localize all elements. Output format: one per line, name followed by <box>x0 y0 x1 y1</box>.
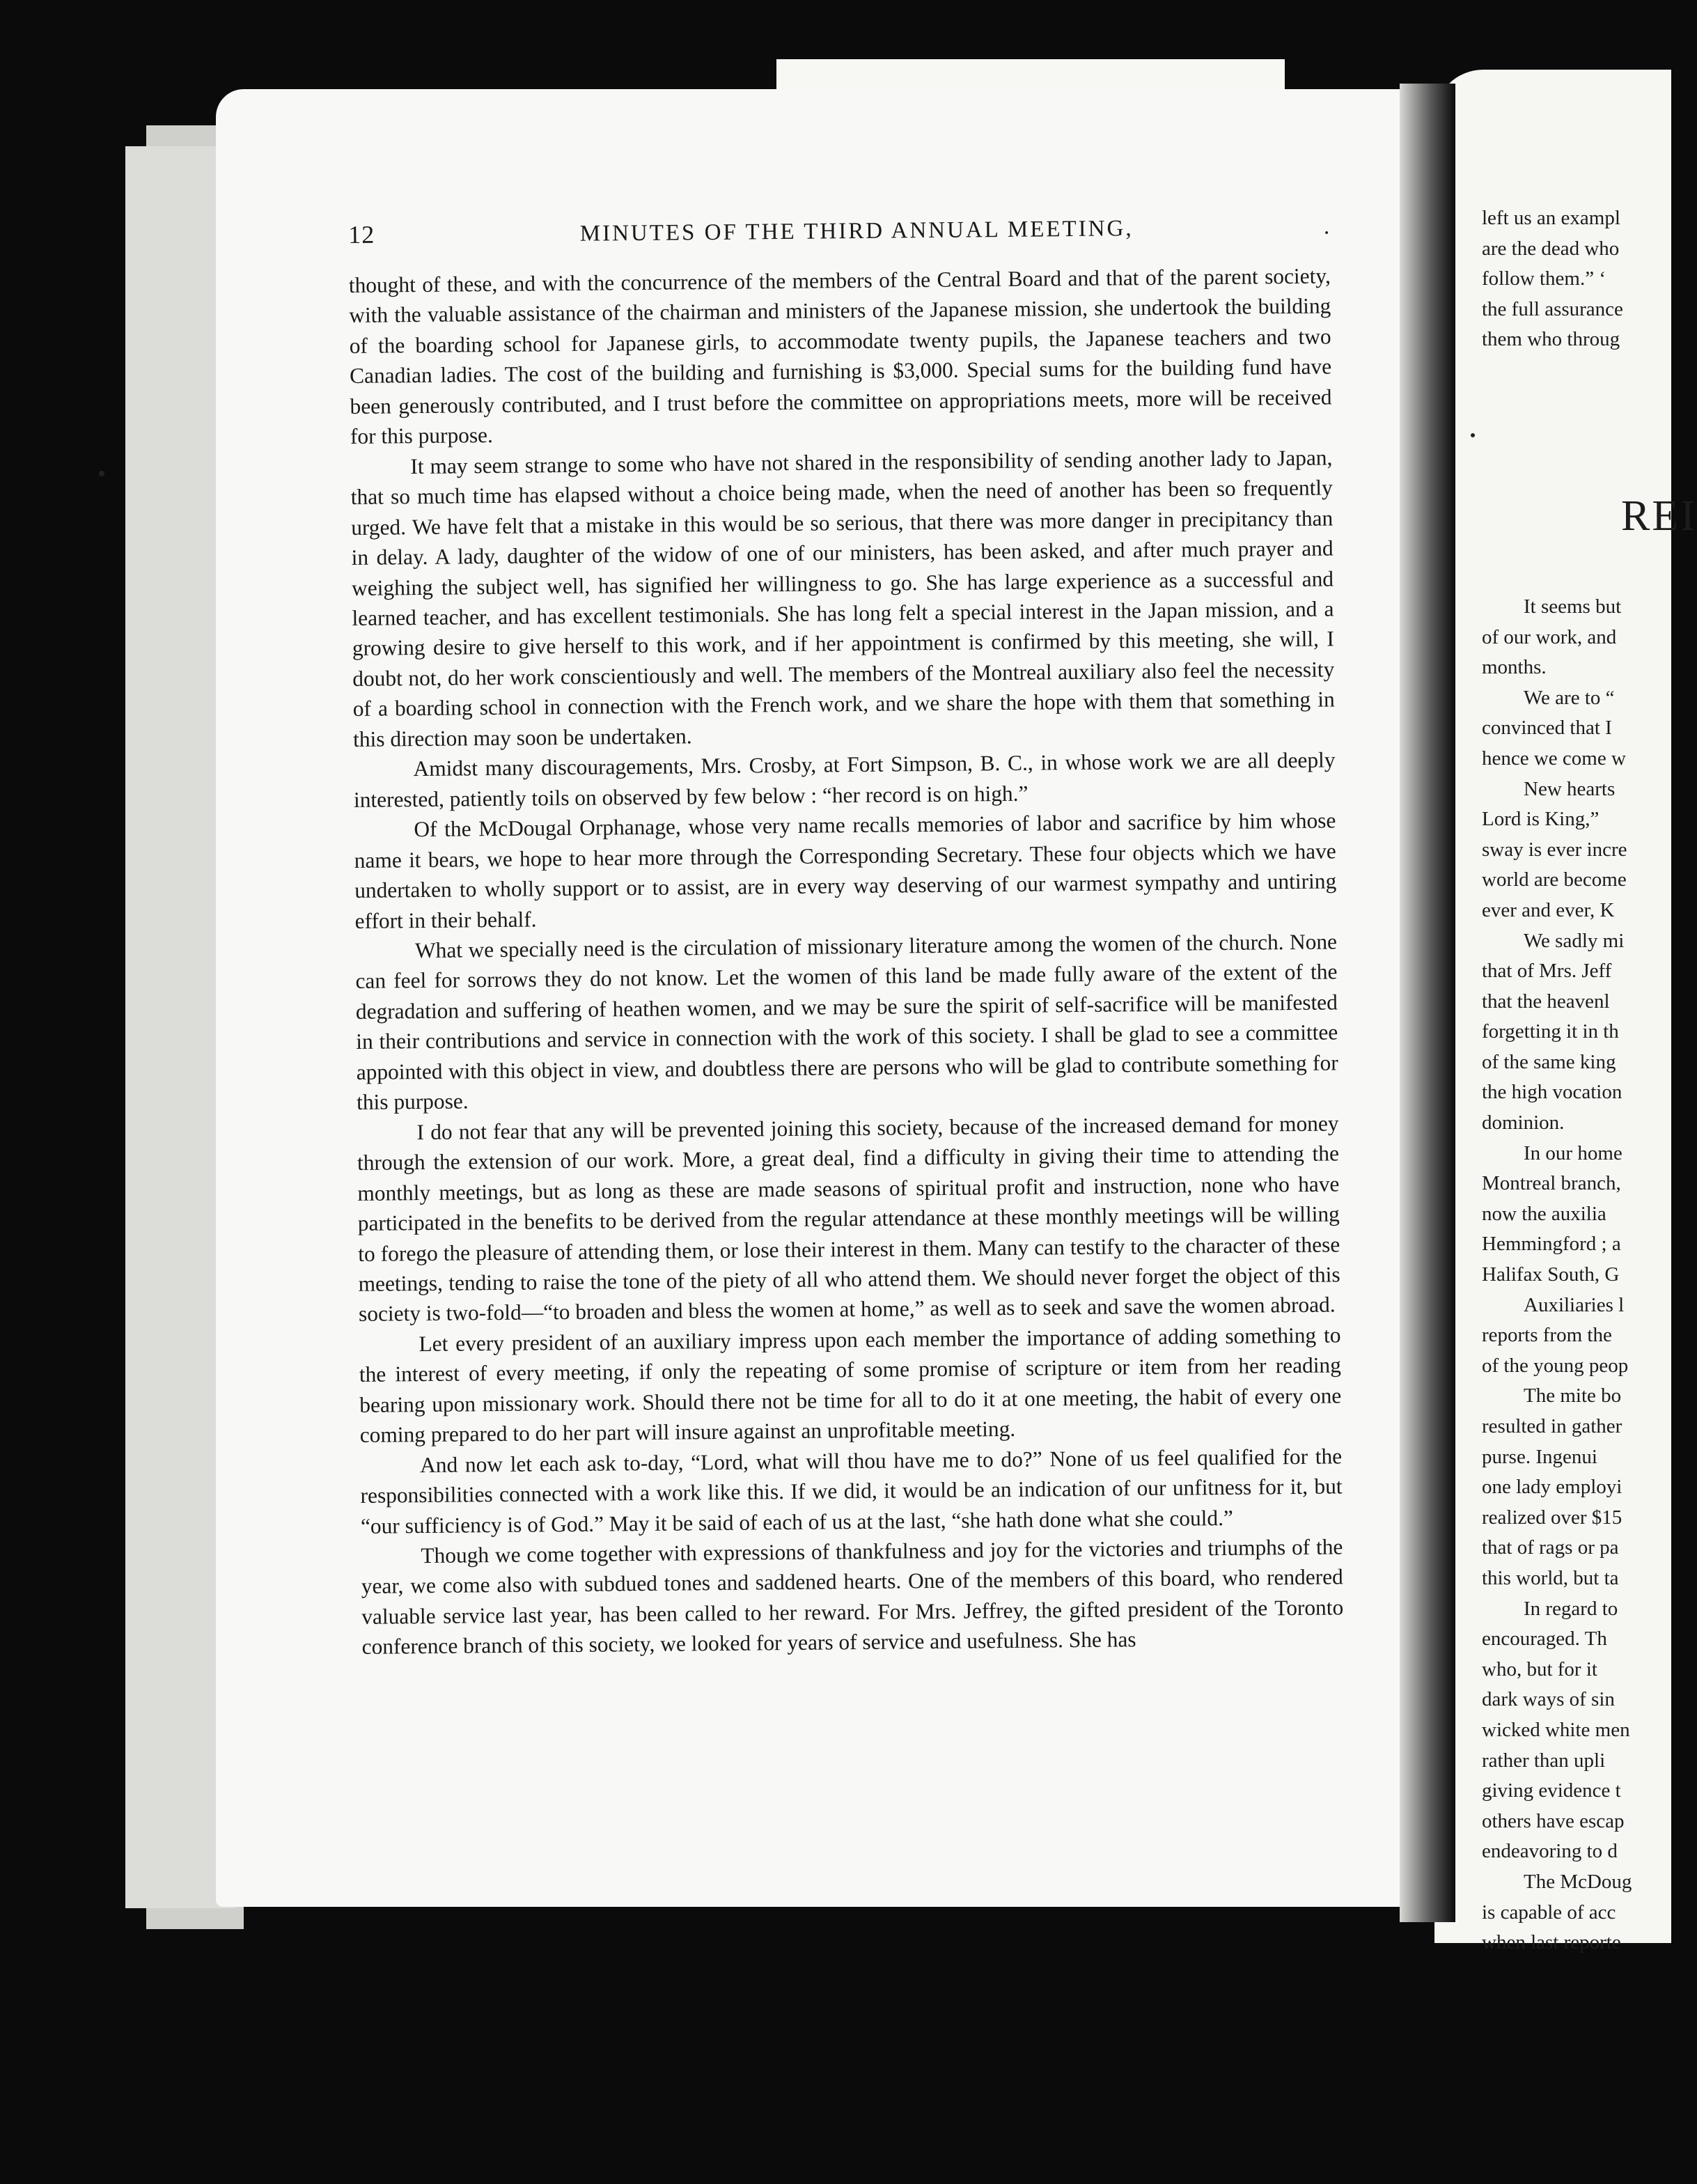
body-text <box>349 260 1344 1662</box>
right-page-heading: REI <box>1621 492 1697 540</box>
right-page-line: that the heavenl <box>1482 990 1610 1013</box>
right-page-line: when last reporte <box>1482 1931 1621 1954</box>
paragraph: thought of these, and with the concurrence of the members of the Central Board and that of the parent society, with the valuable assistance of the chairman and ministers of the Japanese mission, she undertook the building of the boarding school for Japanese girls, to accommodate twenty pupils, the Japanese teachers and two Canadian ladies. The cost of the building and furnishing is $3,000. Special sums for the building fund have been generously contributed, and I trust before the committee on appropriations meets, more will be received for this purpose. <box>348 263 1332 449</box>
right-page-line: ever and ever, K <box>1482 898 1615 921</box>
right-page-line: them who throug <box>1482 328 1620 351</box>
right-page-line: world are become <box>1482 868 1627 891</box>
right-page-line: others have escap <box>1482 1809 1625 1832</box>
right-page-line: that of rags or pa <box>1482 1536 1619 1559</box>
paragraph: I do not fear that any will be prevented joining this society, because of the increased demand for money through the extension of our work. More, a great deal, find a difficulty in giving their time to attending the monthly meetings, but as long as these are made seasons of spiritual profit and instruction, none who have participated in the benefits to be derived from the regular attendance at these monthly meetings will be willing to forego the pleasure of attending them, or lose their interest in them. Many can testify to the character of these meetings, tending to raise the tone of the piety of all who attend them. We should never forget the object of this society is two-fold—“to broaden and bless the women at home,” as well as to seek and save the women abroad. <box>357 1111 1340 1327</box>
right-page-line: that of Mrs. Jeff <box>1482 960 1612 983</box>
right-page-line: Lord is King,” <box>1482 808 1600 831</box>
left-page-text <box>348 210 1344 1662</box>
right-page-line: It seems but <box>1524 595 1622 618</box>
right-page-line: endeavoring to d <box>1482 1840 1618 1863</box>
right-page-text <box>1482 203 1691 1958</box>
paragraph: Though we come together with expressions of thankfulness and joy for the victories and triumphs of the year, we come also with subdued tones and saddened hearts. One of the members of this board, who rendered valuable service last year, has been called to her reward. For Mrs. Jeffrey, the gifted president of the Toronto conference branch of this society, we looked for years of service and usefulness. She has <box>361 1534 1344 1660</box>
right-page-line: of our work, and <box>1482 625 1617 648</box>
right-page-line: of the young peop <box>1482 1354 1629 1377</box>
right-page-line: hence we come w <box>1482 747 1626 770</box>
right-page-line: Halifax South, G <box>1482 1263 1620 1286</box>
right-page-line: one lady employi <box>1482 1476 1622 1499</box>
right-page-line: sway is ever incre <box>1482 838 1627 861</box>
paragraph: And now let each ask to-day, “Lord, what will thou have me to do?” None of us feel qualified for the responsibilities connected with a work like this. If we did, it would be an indication of our unfitness for it, but “our sufficiency is of God.” May it be said of each of us at the last, “she hath done what she could.” <box>360 1444 1343 1538</box>
right-page-line: the high vocation <box>1482 1081 1622 1104</box>
right-page-line: convinced that I <box>1482 717 1612 740</box>
right-page-line: rather than upli <box>1482 1749 1606 1772</box>
right-page-line: giving evidence t <box>1482 1779 1621 1802</box>
right-page-line: Hemmingford ; a <box>1482 1233 1621 1256</box>
right-page-line: left us an exampl <box>1482 207 1620 229</box>
right-page-line: forgetting it in th <box>1482 1020 1619 1043</box>
right-page-line: who, but for it <box>1482 1658 1597 1680</box>
scan-speck <box>99 471 104 476</box>
right-page-line: In regard to <box>1524 1597 1618 1620</box>
right-page-line: Auxiliaries l <box>1524 1293 1625 1316</box>
right-page-line: Montreal branch, <box>1482 1172 1621 1195</box>
right-page-body-lines <box>1482 592 1691 1958</box>
right-page-line: wicked white men <box>1482 1718 1630 1741</box>
right-page-line: months. <box>1482 656 1547 679</box>
right-page-line: dark ways of sin <box>1482 1688 1615 1711</box>
right-page-line: The mite bo <box>1524 1384 1622 1407</box>
right-page-line: follow them.” ‘ <box>1482 267 1606 290</box>
right-page-top-lines <box>1482 203 1691 355</box>
paragraph: Let every president of an auxiliary impress upon each member the importance of adding something to the interest of every meeting, if only the repeating of some promise of scripture or item from her reading bearing upon missionary work. Should there not be time for all to do it at one meeting, the habit of every one coming prepared to do her part will insure against an unprofitable meeting. <box>359 1323 1342 1448</box>
right-page-line: this world, but ta <box>1482 1566 1619 1589</box>
running-head-mark: . <box>1323 214 1331 240</box>
right-page-line: realized over $15 <box>1482 1506 1622 1529</box>
right-page-line: We are to “ <box>1524 686 1615 709</box>
right-page-line: The McDoug <box>1524 1870 1632 1893</box>
right-page-line: is capable of acc <box>1482 1901 1616 1924</box>
right-page-line: encouraged. Th <box>1482 1628 1607 1651</box>
right-page-line: dominion. <box>1482 1112 1565 1134</box>
paragraph: Of the McDougal Orphanage, whose very name recalls memories of labor and sacrifice by him whose name it bears, we hope to hear more through the Corresponding Secretary. These four objects which we have undertaken to wholly support or to assist, are in every way deserving of our warmest sympathy and untiring effort in their behalf. <box>354 808 1337 933</box>
right-page-line: now the auxilia <box>1482 1202 1606 1225</box>
right-page-line: the full assurance <box>1482 297 1623 320</box>
right-page-line: New hearts <box>1524 777 1616 800</box>
paragraph: Amidst many discouragements, Mrs. Crosby, at Fort Simpson, B. C., in whose work we are all deeply interested, patiently toils on observed by few below : “her record is on high.” <box>353 747 1336 812</box>
paragraph: What we specially need is the circulation of missionary literature among the women of the church. None can feel for sorrows they do not know. Let the women of this land be made fully aware of the extent of the degradation and suffering of heathen women, and we may be sure the spirit of self-sacrifice will be manifested in their contributions and service in connection with the work of this society. I shall be glad to see a committee appointed with this object in view, and doubtless there are persons who will be glad to contribute something for this purpose. <box>355 929 1338 1115</box>
right-page-line: purse. Ingenui <box>1482 1445 1597 1468</box>
right-page-line: In our home <box>1524 1141 1622 1164</box>
page-number: 12 <box>348 220 375 249</box>
running-head: MINUTES OF THE THIRD ANNUAL MEETING, <box>579 216 1134 247</box>
paragraph: It may seem strange to some who have not shared in the responsibility of sending another lady to Japan, that so much time has elapsed without a choice being made, when the need of another has been so frequently urged. We have felt that a mistake in this would be so serious, that there was more danger in precipitancy than in delay. A lady, daughter of the widow of one of our ministers, has been asked, and after much prayer and weighing the subject well, has signified her willingness to go. She has large experience as a successful and learned teacher, and has excellent testimonials. She has long felt a special interest in the Japan mission, and a growing desire to give herself to this work, and if her appointment is confirmed by this meeting, she will, I doubt not, do her work conscientiously and well. The members of the Montreal auxiliary also feel the necessity of a boarding school in connection with the French work, and we share the hope with them that something in this direction may soon be undertaken. <box>350 445 1335 751</box>
right-page-line: are the dead who <box>1482 237 1620 260</box>
right-page-line: We sadly mi <box>1524 929 1625 952</box>
right-page-line: reports from the <box>1482 1324 1612 1347</box>
book-gutter-shadow <box>1400 84 1455 1922</box>
right-page-line: resulted in gather <box>1482 1415 1622 1437</box>
scan-speck <box>1471 433 1475 437</box>
right-page-line: of the same king <box>1482 1050 1616 1073</box>
